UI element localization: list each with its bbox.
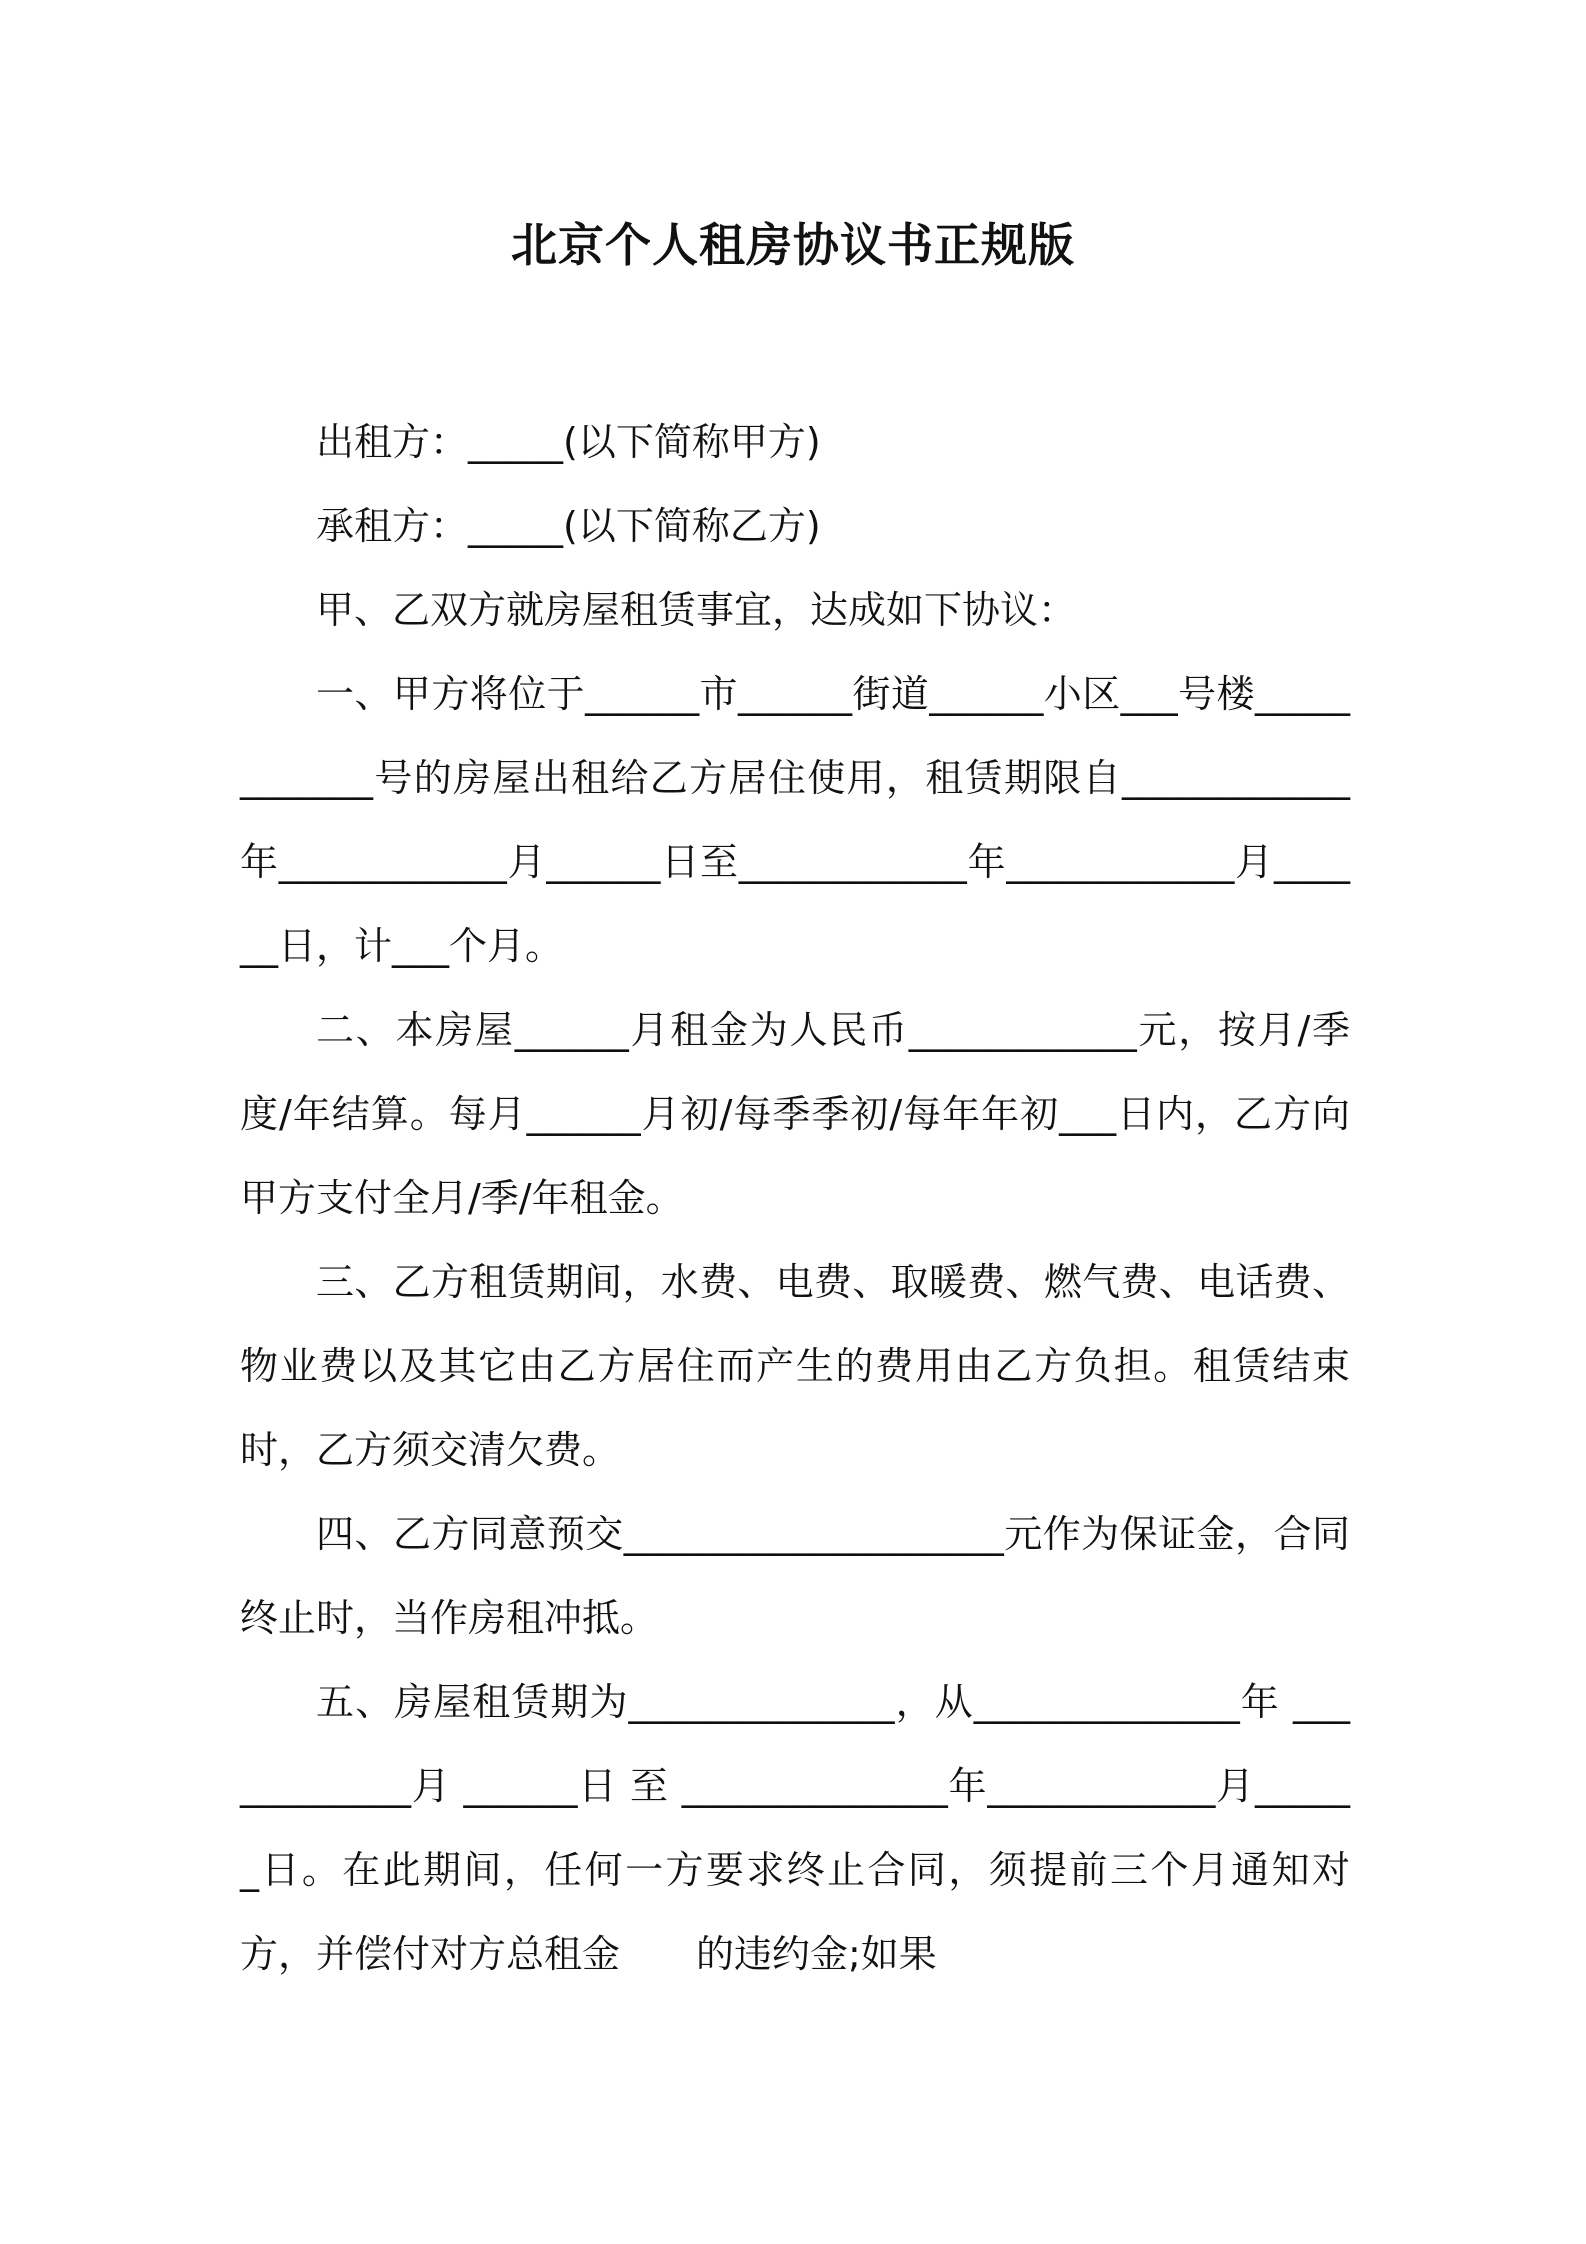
paragraph-clause-3: 三、乙方租赁期间，水费、电费、取暖费、燃气费、电话费、物业费以及其它由乙方居住而产生的费用由乙方负担。租赁结束时，乙方须交清欠费。	[240, 1260, 1350, 1472]
paragraph-clause-2: 二、本房屋______月租金为人民币____________元，按月/季度/年结算。每月______月初/每季季初/每年年初___日内，乙方向甲方支付全月/季/年租金。	[240, 1008, 1350, 1220]
paragraph-clause-5: 五、房屋租赁期为______________，从______________年 ____________月 ______日 至 ______________年____________月______日。在此期间，任何一方要求终止合同，须提前三个月通知对方，并偿付对方总租金 的违约金;如果	[240, 1680, 1350, 1976]
paragraph-lessee: 承租方：_____(以下简称乙方)	[316, 504, 821, 548]
paragraph-lessor: 出租方：_____(以下简称甲方)	[316, 420, 821, 464]
paragraph-clause-4: 四、乙方同意预交____________________元作为保证金，合同终止时，当作房租冲抵。	[240, 1512, 1350, 1640]
document-body	[240, 400, 1350, 1996]
document-title: 北京个人租房协议书正规版	[511, 218, 1075, 272]
paragraph-clause-1: 一、甲方将位于______市______街道______小区___号楼____________号的房屋出租给乙方居住使用，租赁期限自____________年____________月______日至____________年____________月______日，计___个月。	[240, 672, 1350, 968]
paragraph-intro: 甲、乙双方就房屋租赁事宜，达成如下协议：	[316, 588, 1077, 632]
